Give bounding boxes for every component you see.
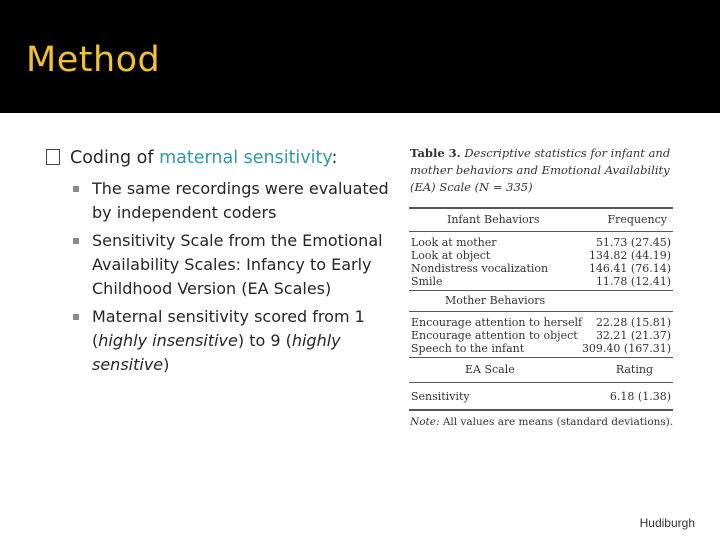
sub-bullet	[92, 177, 396, 225]
table-note-label: Note:	[410, 416, 440, 428]
main-bullet-prefix: Coding of	[70, 148, 160, 168]
ea-scale-header	[409, 358, 673, 383]
row-value: 146.41 (76.14)	[588, 262, 671, 275]
sub-bullet-list	[46, 177, 396, 377]
table-note-text: All values are means (standard deviations).	[442, 416, 674, 428]
main-bullet-suffix: :	[331, 148, 338, 168]
square-bullet-icon	[73, 238, 79, 244]
row-value: 309.40 (167.31)	[581, 342, 671, 355]
header-rating: Rating	[615, 363, 653, 376]
statistics-table-figure	[404, 145, 676, 428]
row-value: 51.73 (27.45)	[595, 236, 671, 249]
row-value: 32.21 (21.37)	[595, 329, 671, 342]
row-value: 6.18 (1.38)	[609, 390, 671, 403]
row-label: Speech to the infant	[411, 342, 525, 355]
sub-bullet-text: The same recordings were evaluated by independent coders	[92, 179, 389, 222]
slide-title: Method	[26, 40, 161, 80]
table-caption-text: Descriptive statistics for infant and mother behaviors and Emotional Availability (EA) Scale (N = 335)	[410, 146, 671, 194]
table-row	[411, 329, 673, 342]
table-note	[404, 416, 676, 428]
statistics-table	[409, 207, 673, 411]
table-row	[411, 342, 673, 355]
table-caption-label: Table 3.	[410, 146, 461, 160]
sub-bullet-text: Sensitivity Scale from the Emotional Availability Scales: Infancy to Early Childhood Version (EA Scales)	[92, 231, 383, 298]
row-label: Nondistress vocalization	[411, 262, 549, 275]
sub-bullet-text-mid: ) to 9 (	[237, 331, 292, 350]
row-label: Look at object	[411, 249, 491, 262]
title-bar	[0, 0, 720, 113]
square-bullet-icon	[73, 314, 79, 320]
square-bullet-icon	[73, 186, 79, 192]
sub-bullet-text-pre: Maternal sensitivity scored from 1 (	[92, 307, 365, 350]
bullet-list	[46, 146, 396, 381]
table-row	[409, 383, 673, 411]
row-value: 11.78 (12.41)	[595, 275, 671, 288]
table-row	[411, 316, 673, 329]
mother-rows	[409, 312, 673, 358]
table-row	[411, 275, 673, 288]
header-infant-behaviors: Infant Behaviors	[447, 213, 540, 226]
sub-bullet-emphasis: highly sensitive	[92, 331, 341, 374]
infant-rows	[409, 232, 673, 291]
table-caption	[404, 145, 676, 196]
row-label: Look at mother	[411, 236, 497, 249]
row-label: Smile	[411, 275, 443, 288]
main-bullet	[46, 146, 396, 170]
table-row	[411, 262, 673, 275]
mother-behaviors-header: Mother Behaviors	[409, 291, 673, 312]
box-bullet-icon	[46, 149, 60, 165]
header-ea-scale: EA Scale	[465, 363, 515, 376]
row-value: 22.28 (15.81)	[595, 316, 671, 329]
sub-bullet	[92, 229, 396, 301]
main-bullet-accent: maternal sensitivity	[159, 148, 332, 168]
row-label: Encourage attention to herself	[411, 316, 583, 329]
table-header	[409, 207, 673, 232]
table-row	[411, 249, 673, 262]
footer-author: Hudiburgh	[639, 516, 695, 530]
row-value: 134.82 (44.19)	[588, 249, 671, 262]
table-row	[411, 236, 673, 249]
sub-bullet	[92, 305, 396, 377]
header-frequency: Frequency	[607, 213, 667, 226]
sub-bullet-emphasis: highly insensitive	[98, 331, 238, 350]
sub-bullet-text-post: )	[163, 355, 170, 374]
row-label: Encourage attention to object	[411, 329, 578, 342]
row-label: Sensitivity	[411, 390, 470, 403]
